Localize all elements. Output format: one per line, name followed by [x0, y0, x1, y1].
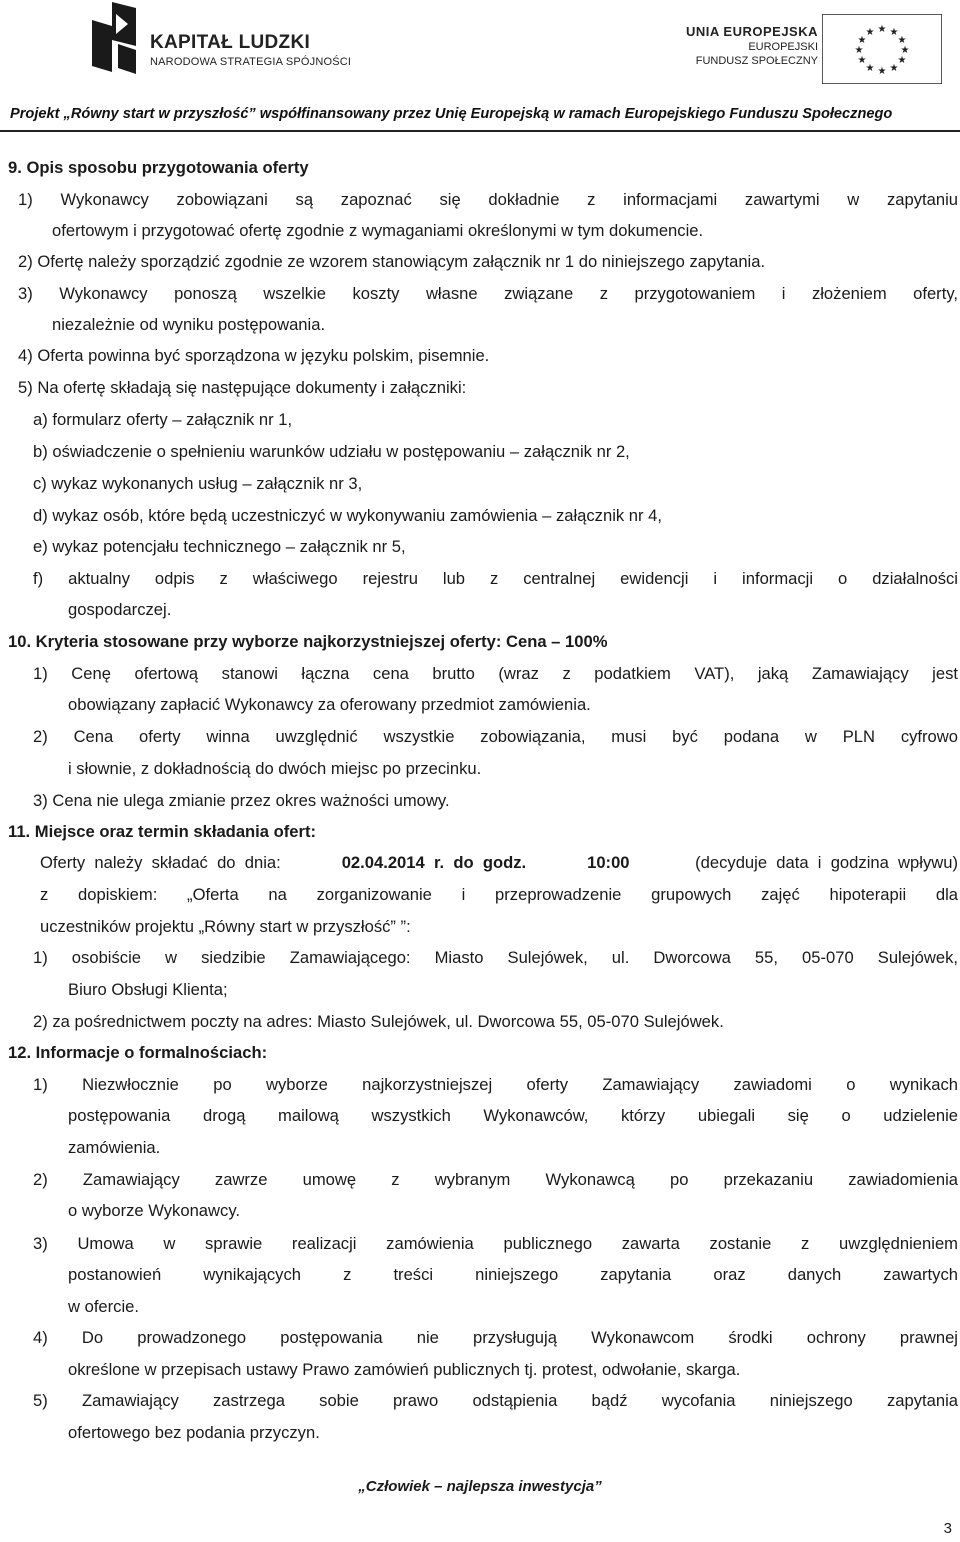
deadline-suffix: (decyduje data i godzina wpływu) [685, 853, 958, 872]
kapital-ludzki-title: KAPITAŁ LUDZKI [150, 32, 311, 53]
s12-line: postanowień wynikających z treści niniejszego zapytania oraz danych zawartych [68, 1265, 958, 1284]
eu-label [686, 24, 818, 67]
s11-line: Biuro Obsługi Klienta; [68, 980, 228, 999]
s9-line: ofertowym i przygotować ofertę zgodnie z wymaganiami określonymi w tym dokumencie. [52, 221, 704, 240]
s9-line: c) wykaz wykonanych usług – załącznik nr 3, [33, 474, 363, 493]
section-12-heading: 12. Informacje o formalnościach: [8, 1043, 268, 1062]
s12-line: zamówienia. [68, 1138, 161, 1157]
section-11-heading: 11. Miejsce oraz termin składania ofert: [8, 822, 317, 841]
page-number: 3 [943, 1520, 952, 1537]
eu-flag-icon [822, 14, 942, 84]
section-10-heading: 10. Kryteria stosowane przy wyborze najkorzystniejszej oferty: Cena – 100% [8, 632, 608, 651]
s10-line: 3) Cena nie ulega zmianie przez okres ważności umowy. [33, 791, 450, 810]
svg-text:★: ★ [857, 55, 867, 66]
header-divider [0, 130, 960, 132]
s9-line: niezależnie od wyniku postępowania. [52, 315, 326, 334]
s12-line: 1) Niezwłocznie po wyborze najkorzystniejszej oferty Zamawiający zawiadomi o wynikach [33, 1075, 958, 1094]
svg-text:★: ★ [897, 55, 907, 66]
deadline-date: 02.04.2014 r. do godz. [341, 853, 527, 872]
s12-line: określone w przepisach ustawy Prawo zamówień publicznych tj. protest, odwołanie, skarga. [68, 1360, 741, 1379]
s9-line: f) aktualny odpis z właściwego rejestru lub z centralnej ewidencji i informacji o działalności [33, 569, 958, 588]
s9-line: 5) Na ofertę składają się następujące dokumenty i załączniki: [18, 378, 467, 397]
eu-line2: EUROPEJSKI [748, 41, 818, 53]
project-line: Projekt „Równy start w przyszłość” współfinansowany przez Unię Europejską w ramach Europejskiego Funduszu Społecznego [10, 106, 893, 122]
svg-text:★: ★ [854, 45, 864, 56]
eu-line3: FUNDUSZ SPOŁECZNY [695, 55, 818, 67]
s9-line: b) oświadczenie o spełnieniu warunków udziału w postępowaniu – załącznik nr 2, [33, 442, 630, 461]
svg-text:★: ★ [897, 35, 907, 46]
eu-line1: UNIA EUROPEJSKA [686, 24, 818, 39]
s9-line: 2) Ofertę należy sporządzić zgodnie ze wzorem stanowiącym załącznik nr 1 do niniejszego zapytania. [18, 252, 766, 271]
s9-line: e) wykaz potencjału technicznego – załącznik nr 5, [33, 537, 406, 556]
svg-text:★: ★ [877, 66, 887, 77]
s10-line: 2) Cena oferty winna uwzględnić wszystkie zobowiązania, musi być podana w PLN cyfrowo [33, 727, 958, 746]
s9-line: 4) Oferta powinna być sporządzona w języku polskim, pisemnie. [18, 346, 490, 365]
s12-line: 3) Umowa w sprawie realizacji zamówienia publicznego zawarta zostanie z uwzględnieniem [33, 1234, 958, 1253]
s12-line: postępowania drogą mailową wszystkich Wykonawców, którzy ubiegali się o udzielenie [68, 1106, 958, 1125]
s10-line: 1) Cenę ofertową stanowi łączna cena brutto (wraz z podatkiem VAT), jaką Zamawiający jest [33, 664, 958, 683]
s11-line: 1) osobiście w siedzibie Zamawiającego: Miasto Sulejówek, ul. Dworcowa 55, 05-070 Sulejówek, [33, 948, 958, 967]
s12-line: ofertowego bez podania przyczyn. [68, 1423, 320, 1442]
s9-line: 3) Wykonawcy ponoszą wszelkie koszty własne związane z przygotowaniem i złożeniem oferty, [18, 284, 958, 303]
deadline-prefix: Oferty należy składać do dnia: [40, 853, 286, 872]
svg-text:★: ★ [865, 63, 875, 74]
svg-text:★: ★ [857, 35, 867, 46]
s9-line: d) wykaz osób, które będą uczestniczyć w wykonywaniu zamówienia – załącznik nr 4, [33, 506, 662, 525]
kapital-ludzki-logo-icon [84, 0, 144, 76]
footer-slogan: „Człowiek – najlepsza inwestycja” [358, 1478, 602, 1495]
s11-line: uczestników projektu „Równy start w przyszłość” ”: [40, 917, 411, 936]
s11-line: 2) za pośrednictwem poczty na adres: Miasto Sulejówek, ul. Dworcowa 55, 05-070 Sulejówek. [33, 1012, 724, 1031]
s11-deadline-line [40, 853, 958, 873]
section-9-heading: 9. Opis sposobu przygotowania oferty [8, 158, 309, 177]
s12-line: 5) Zamawiający zastrzega sobie prawo odstąpienia bądź wycofania niniejszego zapytania [33, 1391, 958, 1410]
kapital-ludzki-subtitle: NARODOWA STRATEGIA SPÓJNOŚCI [150, 56, 352, 68]
s12-line: 4) Do prowadzonego postępowania nie przysługują Wykonawcom środki ochrony prawnej [33, 1328, 958, 1347]
s12-line: o wyborze Wykonawcy. [68, 1201, 240, 1220]
s9-line: a) formularz oferty – załącznik nr 1, [33, 410, 293, 429]
svg-text:★: ★ [877, 24, 887, 35]
s12-line: 2) Zamawiający zawrze umowę z wybranym Wykonawcą po przekazaniu zawiadomienia [33, 1170, 958, 1189]
s9-line: gospodarczej. [68, 600, 172, 619]
deadline-time: 10:00 [582, 853, 630, 872]
s10-line: i słownie, z dokładnością do dwóch miejsc po przecinku. [68, 759, 482, 778]
s10-line: obowiązany zapłacić Wykonawcy za oferowany przedmiot zamówienia. [68, 695, 591, 714]
page-header [0, 0, 960, 100]
s9-line: 1) Wykonawcy zobowiązani są zapoznać się dokładnie z informacjami zawartymi w zapytaniu [18, 190, 958, 209]
s11-line: z dopiskiem: „Oferta na zorganizowanie i przeprowadzenie grupowych zajęć hipoterapii dla [40, 885, 958, 904]
svg-text:★: ★ [889, 27, 899, 38]
s12-line: w ofercie. [68, 1297, 140, 1316]
svg-text:★: ★ [865, 27, 875, 38]
svg-text:★: ★ [889, 63, 899, 74]
svg-text:★: ★ [900, 45, 910, 56]
